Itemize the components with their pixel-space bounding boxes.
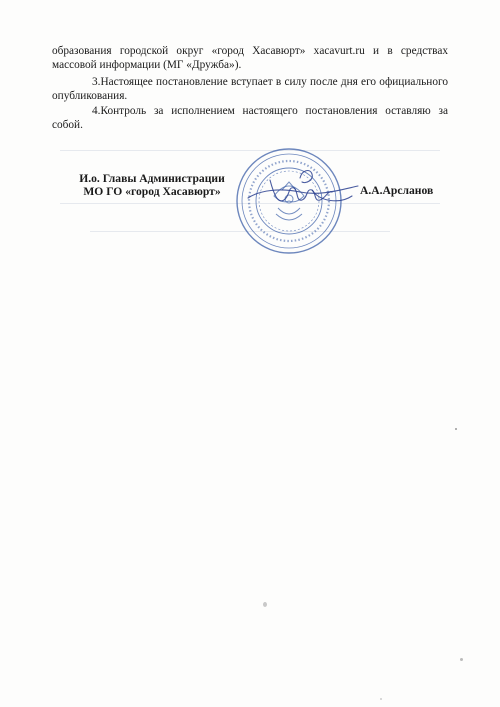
signatory-name: А.А.Арсланов bbox=[360, 184, 434, 197]
signatory-position bbox=[66, 172, 238, 198]
signatory-position-line1: И.о. Главы Администрации bbox=[79, 172, 225, 185]
signatory-position-line2: МО ГО «город Хасавюрт» bbox=[83, 185, 221, 198]
scan-speck bbox=[380, 698, 382, 700]
scan-speck bbox=[460, 658, 463, 661]
paragraph-effective-date: 3.Настоящее постановление вступает в силу после дня его официального опубликования. bbox=[52, 76, 448, 102]
paragraph-publication: образования городской округ «город Хасавюрт» xacavurt.ru и в средствах массовой информации (МГ «Дружба»). bbox=[52, 45, 448, 71]
scan-speck bbox=[263, 602, 267, 607]
scan-speck bbox=[455, 428, 457, 430]
paragraph-control: 4.Контроль за исполнением настоящего постановления оставляю за собой. bbox=[52, 105, 448, 131]
handwritten-signature bbox=[240, 160, 370, 220]
